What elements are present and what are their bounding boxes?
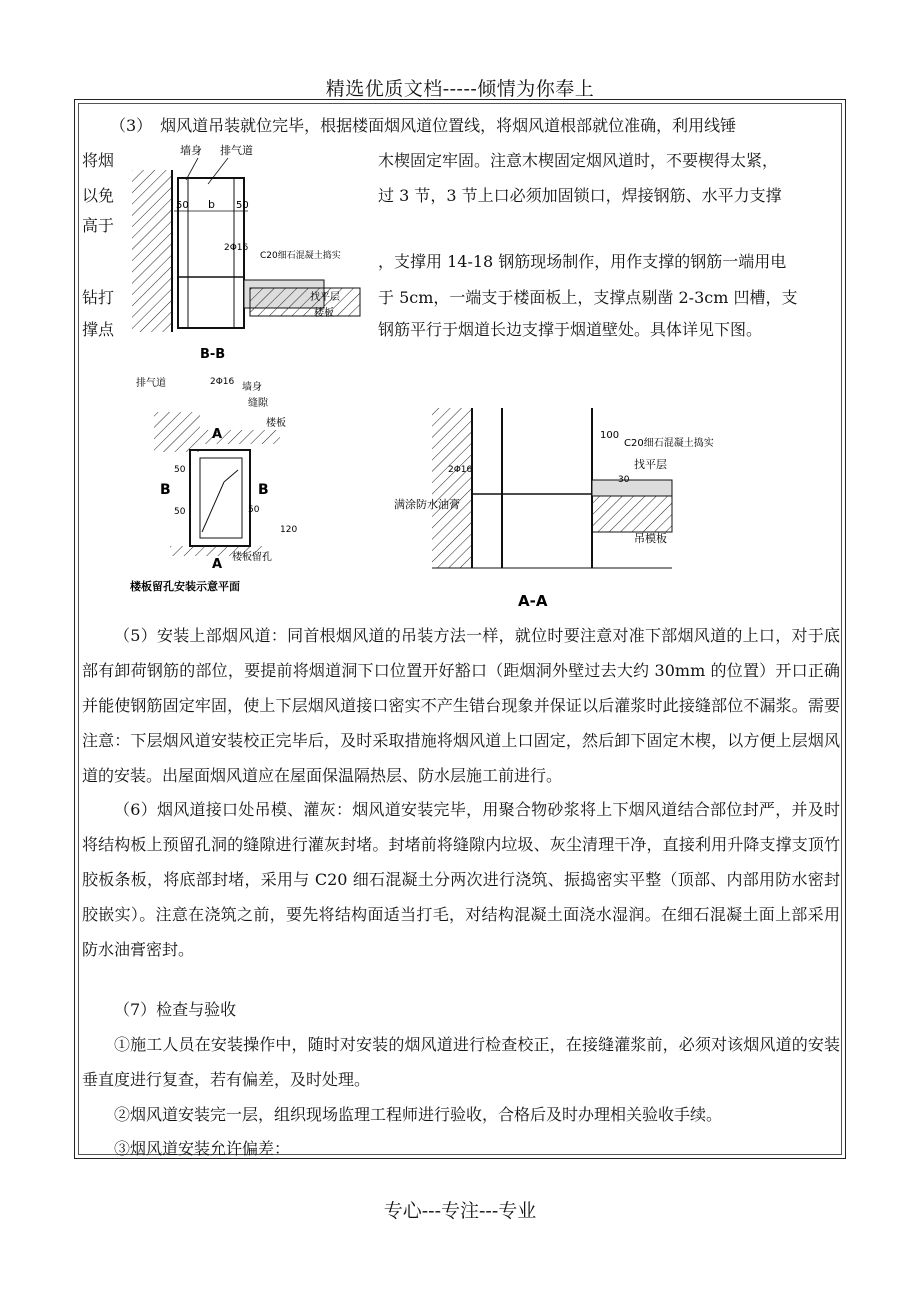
step3-left-4: 钻打	[82, 288, 115, 307]
figure-plan	[130, 372, 310, 598]
figure-aa-section	[388, 402, 714, 614]
bb-slab-label: 楼板	[314, 308, 334, 319]
plan-hole-label: 楼板留孔	[232, 552, 272, 563]
step3-line-1: （3） 烟风道吊装就位完毕，根据楼面烟风道位置线，将烟风道根部就位准确，利用线锤	[110, 116, 737, 135]
page-header: 精选优质文档-----倾情为你奉上	[325, 78, 595, 100]
plan-gap-label: 缝隙	[248, 398, 268, 409]
bb-dim-50b: 50	[236, 200, 249, 211]
paragraph-check-2: ②烟风道安装完一层，组织现场监理工程师进行验收，合格后及时办理相关验收手续。	[114, 1105, 723, 1124]
plan-vent-label: 排气道	[136, 378, 166, 389]
aa-formwork-label: 吊模板	[634, 532, 667, 545]
paragraph-step7-title: （7）检查与验收	[114, 1000, 237, 1019]
bb-dim-50: 50	[176, 200, 189, 211]
bb-concrete-label: C20细石混凝土捣实	[260, 251, 341, 261]
bb-vent-label: 排气道	[220, 144, 253, 157]
aa-oil-label: 满涂防水油膏	[394, 498, 460, 511]
aa-concrete-label: C20细石混凝土捣实	[624, 438, 714, 449]
plan-sec-b-right: B	[258, 482, 269, 498]
aa-title: A-A	[518, 592, 548, 610]
plan-caption: 楼板留孔安装示意平面	[130, 580, 240, 593]
step3-left-2: 以免	[82, 186, 115, 205]
plan-sec-a-bottom: A	[212, 557, 223, 572]
aa-rebar-label: 2Φ16	[448, 465, 473, 475]
plan-slab-label: 楼板	[266, 418, 286, 429]
paragraph-step5: （5）安装上部烟风道：同首根烟风道的吊装方法一样，就位时要注意对准下部烟风道的上口，对于底部有卸荷钢筋的部位，要提前将烟道洞下口位置开好豁口（距烟洞外壁过去大约 30mm 的位置）开口正确并能使钢筋固定牢固，使上下层烟风道接口密实不产生错台现象并保证以后灌浆时此接缝部位不漏浆。需要注意：下层烟风道安装校正完毕后，及时采取措施将烟风道上口固定，然后卸下固定木楔，以方便上层烟风道的安装。出屋面烟风道应在屋面保温隔热层、防水层施工前进行。	[82, 626, 840, 785]
step3-right-1: 木楔固定牢固。注意木楔固定烟风道时，不要楔得太紧，	[378, 151, 779, 170]
paragraph-step6: （6）烟风道接口处吊模、灌灰：烟风道安装完毕，用聚合物砂浆将上下烟风道结合部位封严，并及时将结构板上预留孔洞的缝隙进行灌灰封堵。封堵前将缝隙内垃圾、灰尘清理干净，直接利用升降支撑支顶竹胶板条板，将底部封堵，采用与 C20 细石混凝土分两次进行浇筑、振捣密实平整（顶部、内部用防水密封胶嵌实）。注意在浇筑之前，要先将结构面适当打毛，对结构混凝土面浇水湿润。在细石混凝土面上部采用防水油膏密封。	[82, 800, 840, 959]
step3-right-4: 于 5cm，一端支于楼面板上，支撑点剔凿 2-3cm 凹槽，支	[378, 288, 798, 307]
paragraph-check-1: ①施工人员在安装操作中，随时对安装的烟风道进行检查校正，在接缝灌浆前，必须对该烟风道的安装垂直度进行复查，若有偏差，及时处理。	[82, 1035, 840, 1089]
plan-dim-50c: 50	[248, 505, 260, 515]
plan-rebar-label: 2Φ16	[210, 377, 235, 387]
plan-sec-b-left: B	[160, 482, 171, 498]
plan-dim-120: 120	[280, 525, 298, 535]
step3-right-3: ，支撑用 14-18 钢筋现场制作，用作支撑的钢筋一端用电	[378, 252, 787, 271]
paragraph-check-3: ③烟风道安装允许偏差：	[114, 1139, 291, 1158]
plan-dim-50b: 50	[174, 507, 186, 517]
plan-sec-a-top: A	[212, 427, 223, 442]
bb-wall-label: 墙身	[180, 144, 202, 157]
step3-right-2: 过 3 节，3 节上口必须加固锁口，焊接钢筋、水平力支撑	[378, 186, 782, 205]
figure-bb-section	[128, 140, 368, 362]
plan-dim-50a: 50	[174, 465, 186, 475]
aa-dim-30: 30	[618, 475, 630, 485]
step3-left-1: 将烟	[82, 151, 115, 170]
step3-left-3: 高于	[82, 216, 115, 235]
bb-title: B-B	[200, 347, 226, 362]
step3-left-5: 撑点	[82, 320, 115, 339]
bb-dim-b: b	[208, 198, 215, 211]
bb-rebar-label: 2Φ16	[224, 243, 249, 253]
plan-wall-label: 墙身	[242, 382, 262, 393]
step3-right-5: 钢筋平行于烟道长边支撑于烟道壁处。具体详见下图。	[378, 320, 763, 339]
bb-screed-label: 找平层	[310, 292, 340, 303]
aa-screed-label: 找平层	[634, 458, 667, 471]
aa-dim-100: 100	[600, 430, 620, 441]
page-footer: 专心---专注---专业	[383, 1200, 537, 1222]
